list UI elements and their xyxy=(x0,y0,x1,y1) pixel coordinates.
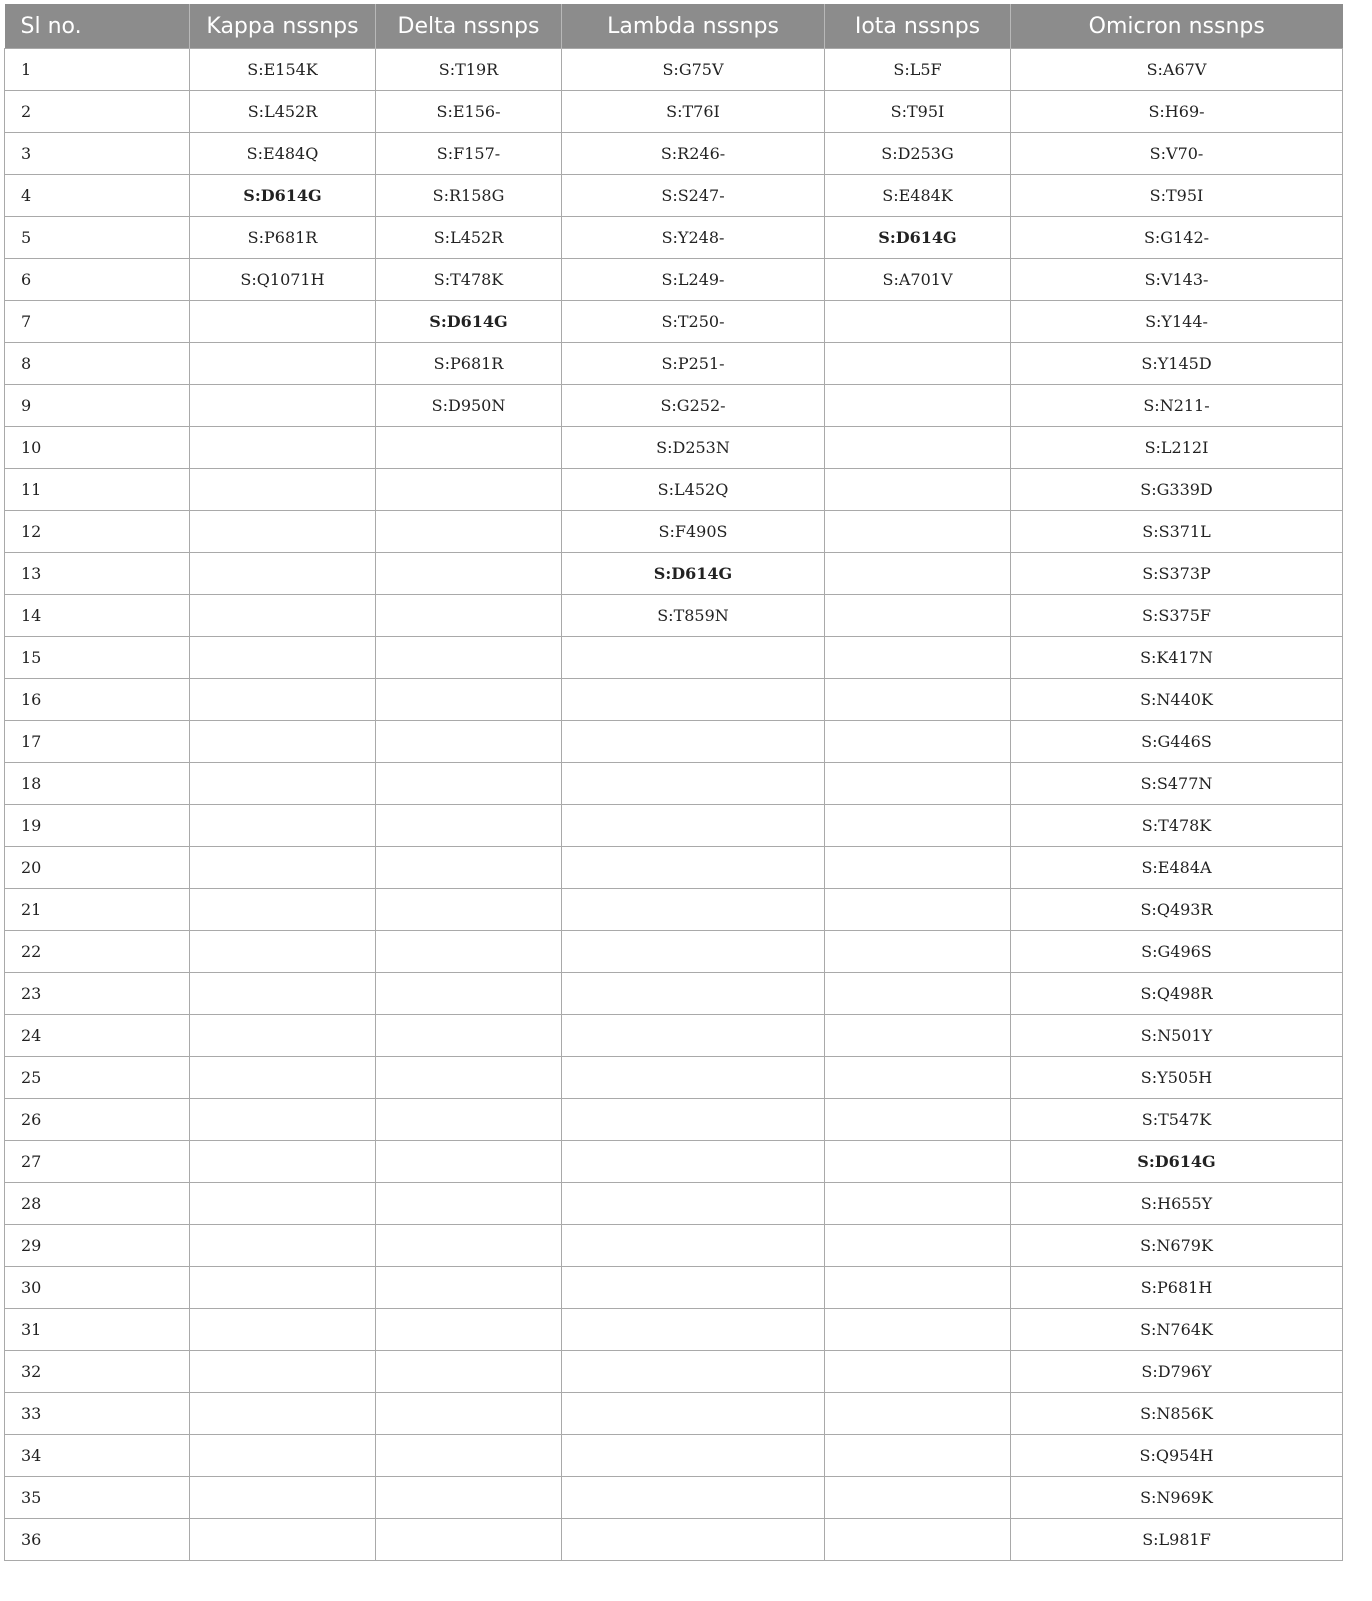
cell-omicron: S:N764K xyxy=(1011,1309,1343,1351)
cell-kappa: S:D614G xyxy=(190,175,376,217)
cell-kappa: S:P681R xyxy=(190,217,376,259)
cell-kappa xyxy=(190,1225,376,1267)
cell-omicron: S:T547K xyxy=(1011,1099,1343,1141)
cell-iota: S:A701V xyxy=(825,259,1011,301)
cell-kappa xyxy=(190,1015,376,1057)
cell-omicron: S:Y144- xyxy=(1011,301,1343,343)
cell-kappa xyxy=(190,553,376,595)
cell-iota xyxy=(825,1519,1011,1561)
cell-omicron: S:S373P xyxy=(1011,553,1343,595)
cell-lambda xyxy=(562,847,825,889)
cell-sl: 36 xyxy=(5,1519,190,1561)
cell-lambda xyxy=(562,889,825,931)
cell-kappa: S:L452R xyxy=(190,91,376,133)
table-row xyxy=(5,91,1343,133)
table-row xyxy=(5,931,1343,973)
cell-delta xyxy=(376,1015,562,1057)
cell-iota xyxy=(825,931,1011,973)
cell-iota xyxy=(825,805,1011,847)
cell-sl: 33 xyxy=(5,1393,190,1435)
cell-omicron: S:N211- xyxy=(1011,385,1343,427)
cell-iota xyxy=(825,637,1011,679)
cell-delta xyxy=(376,805,562,847)
cell-delta: S:L452R xyxy=(376,217,562,259)
cell-delta xyxy=(376,427,562,469)
cell-delta xyxy=(376,931,562,973)
cell-lambda: S:G252- xyxy=(562,385,825,427)
cell-iota xyxy=(825,427,1011,469)
cell-lambda xyxy=(562,637,825,679)
cell-kappa xyxy=(190,385,376,427)
cell-lambda xyxy=(562,763,825,805)
cell-lambda xyxy=(562,721,825,763)
cell-iota: S:E484K xyxy=(825,175,1011,217)
cell-sl: 16 xyxy=(5,679,190,721)
cell-lambda: S:S247- xyxy=(562,175,825,217)
cell-sl: 10 xyxy=(5,427,190,469)
cell-sl: 27 xyxy=(5,1141,190,1183)
cell-delta xyxy=(376,1309,562,1351)
cell-delta xyxy=(376,1225,562,1267)
cell-sl: 3 xyxy=(5,133,190,175)
cell-sl: 13 xyxy=(5,553,190,595)
cell-lambda xyxy=(562,1267,825,1309)
cell-sl: 31 xyxy=(5,1309,190,1351)
table-row xyxy=(5,973,1343,1015)
cell-sl: 26 xyxy=(5,1099,190,1141)
table-row xyxy=(5,1309,1343,1351)
cell-kappa xyxy=(190,1435,376,1477)
cell-lambda: S:Y248- xyxy=(562,217,825,259)
cell-iota xyxy=(825,301,1011,343)
table-row xyxy=(5,805,1343,847)
cell-kappa xyxy=(190,805,376,847)
cell-lambda xyxy=(562,1225,825,1267)
cell-sl: 7 xyxy=(5,301,190,343)
cell-delta xyxy=(376,847,562,889)
cell-iota xyxy=(825,1183,1011,1225)
table-row xyxy=(5,553,1343,595)
cell-omicron: S:N501Y xyxy=(1011,1015,1343,1057)
cell-sl: 25 xyxy=(5,1057,190,1099)
cell-iota xyxy=(825,1015,1011,1057)
cell-iota xyxy=(825,1351,1011,1393)
nssnp-table xyxy=(4,4,1343,1561)
cell-kappa xyxy=(190,1183,376,1225)
table-row xyxy=(5,259,1343,301)
cell-sl: 28 xyxy=(5,1183,190,1225)
cell-lambda xyxy=(562,1309,825,1351)
table-row xyxy=(5,1225,1343,1267)
table-row xyxy=(5,1393,1343,1435)
cell-lambda: S:T250- xyxy=(562,301,825,343)
cell-sl: 21 xyxy=(5,889,190,931)
cell-omicron: S:L981F xyxy=(1011,1519,1343,1561)
cell-kappa xyxy=(190,511,376,553)
cell-iota xyxy=(825,343,1011,385)
cell-delta: S:R158G xyxy=(376,175,562,217)
cell-delta xyxy=(376,763,562,805)
cell-lambda xyxy=(562,679,825,721)
cell-delta xyxy=(376,679,562,721)
cell-kappa xyxy=(190,1057,376,1099)
table-row xyxy=(5,1351,1343,1393)
table-row xyxy=(5,721,1343,763)
cell-omicron: S:N679K xyxy=(1011,1225,1343,1267)
cell-omicron: S:S375F xyxy=(1011,595,1343,637)
cell-omicron: S:T478K xyxy=(1011,805,1343,847)
cell-kappa xyxy=(190,1309,376,1351)
cell-iota xyxy=(825,1393,1011,1435)
table-body xyxy=(5,49,1343,1561)
cell-iota xyxy=(825,1141,1011,1183)
cell-sl: 24 xyxy=(5,1015,190,1057)
cell-sl: 22 xyxy=(5,931,190,973)
cell-omicron: S:G496S xyxy=(1011,931,1343,973)
cell-iota xyxy=(825,1477,1011,1519)
cell-omicron: S:N856K xyxy=(1011,1393,1343,1435)
table-row xyxy=(5,1057,1343,1099)
cell-iota xyxy=(825,763,1011,805)
header-kappa: Kappa nssnps xyxy=(190,4,376,49)
cell-iota xyxy=(825,385,1011,427)
cell-kappa xyxy=(190,427,376,469)
cell-delta xyxy=(376,1393,562,1435)
cell-delta xyxy=(376,1519,562,1561)
cell-kappa xyxy=(190,469,376,511)
cell-delta xyxy=(376,1477,562,1519)
cell-kappa: S:Q1071H xyxy=(190,259,376,301)
cell-omicron: S:E484A xyxy=(1011,847,1343,889)
cell-delta: S:T19R xyxy=(376,49,562,91)
cell-sl: 8 xyxy=(5,343,190,385)
cell-sl: 14 xyxy=(5,595,190,637)
cell-lambda: S:D253N xyxy=(562,427,825,469)
cell-omicron: S:D614G xyxy=(1011,1141,1343,1183)
cell-sl: 11 xyxy=(5,469,190,511)
header-row xyxy=(5,4,1343,49)
cell-sl: 1 xyxy=(5,49,190,91)
cell-omicron: S:G339D xyxy=(1011,469,1343,511)
table-row xyxy=(5,511,1343,553)
cell-delta xyxy=(376,1057,562,1099)
cell-lambda xyxy=(562,1141,825,1183)
cell-lambda xyxy=(562,1351,825,1393)
cell-kappa xyxy=(190,763,376,805)
cell-iota xyxy=(825,595,1011,637)
table-row xyxy=(5,637,1343,679)
cell-delta: S:E156- xyxy=(376,91,562,133)
cell-iota xyxy=(825,553,1011,595)
cell-lambda xyxy=(562,1393,825,1435)
cell-omicron: S:Q493R xyxy=(1011,889,1343,931)
table-row xyxy=(5,427,1343,469)
cell-kappa xyxy=(190,1099,376,1141)
cell-iota xyxy=(825,1225,1011,1267)
cell-sl: 30 xyxy=(5,1267,190,1309)
table-header xyxy=(5,4,1343,49)
cell-kappa xyxy=(190,931,376,973)
cell-delta: S:F157- xyxy=(376,133,562,175)
cell-kappa xyxy=(190,301,376,343)
cell-iota xyxy=(825,889,1011,931)
table-row xyxy=(5,1099,1343,1141)
cell-lambda xyxy=(562,805,825,847)
cell-delta: S:D614G xyxy=(376,301,562,343)
cell-delta xyxy=(376,889,562,931)
cell-lambda xyxy=(562,931,825,973)
cell-iota xyxy=(825,511,1011,553)
cell-lambda: S:L249- xyxy=(562,259,825,301)
cell-delta xyxy=(376,637,562,679)
cell-sl: 9 xyxy=(5,385,190,427)
cell-iota xyxy=(825,679,1011,721)
cell-delta xyxy=(376,553,562,595)
cell-omicron: S:H69- xyxy=(1011,91,1343,133)
table-row xyxy=(5,1477,1343,1519)
table-row xyxy=(5,889,1343,931)
cell-omicron: S:H655Y xyxy=(1011,1183,1343,1225)
cell-kappa xyxy=(190,679,376,721)
cell-sl: 12 xyxy=(5,511,190,553)
cell-lambda: S:G75V xyxy=(562,49,825,91)
table-row xyxy=(5,595,1343,637)
cell-kappa xyxy=(190,637,376,679)
cell-delta xyxy=(376,511,562,553)
header-delta: Delta nssnps xyxy=(376,4,562,49)
table-row xyxy=(5,343,1343,385)
table-row xyxy=(5,1015,1343,1057)
cell-delta: S:D950N xyxy=(376,385,562,427)
cell-kappa xyxy=(190,1519,376,1561)
cell-lambda xyxy=(562,1435,825,1477)
cell-sl: 4 xyxy=(5,175,190,217)
cell-lambda: S:P251- xyxy=(562,343,825,385)
cell-iota xyxy=(825,847,1011,889)
cell-delta xyxy=(376,469,562,511)
cell-sl: 23 xyxy=(5,973,190,1015)
cell-iota xyxy=(825,721,1011,763)
cell-lambda: S:D614G xyxy=(562,553,825,595)
cell-omicron: S:K417N xyxy=(1011,637,1343,679)
cell-omicron: S:T95I xyxy=(1011,175,1343,217)
header-omicron: Omicron nssnps xyxy=(1011,4,1343,49)
cell-omicron: S:P681H xyxy=(1011,1267,1343,1309)
cell-omicron: S:L212I xyxy=(1011,427,1343,469)
table-row xyxy=(5,763,1343,805)
cell-sl: 17 xyxy=(5,721,190,763)
cell-lambda xyxy=(562,1183,825,1225)
cell-kappa: S:E484Q xyxy=(190,133,376,175)
cell-iota xyxy=(825,1267,1011,1309)
cell-lambda xyxy=(562,1519,825,1561)
cell-kappa xyxy=(190,1141,376,1183)
table-row xyxy=(5,847,1343,889)
cell-omicron: S:A67V xyxy=(1011,49,1343,91)
cell-sl: 29 xyxy=(5,1225,190,1267)
cell-lambda xyxy=(562,1015,825,1057)
table-row xyxy=(5,217,1343,259)
cell-kappa xyxy=(190,1267,376,1309)
table-row xyxy=(5,1141,1343,1183)
cell-delta xyxy=(376,1351,562,1393)
cell-iota xyxy=(825,1099,1011,1141)
cell-sl: 15 xyxy=(5,637,190,679)
table-row xyxy=(5,175,1343,217)
cell-iota: S:D253G xyxy=(825,133,1011,175)
cell-delta xyxy=(376,1141,562,1183)
cell-omicron: S:G142- xyxy=(1011,217,1343,259)
cell-omicron: S:G446S xyxy=(1011,721,1343,763)
cell-kappa xyxy=(190,343,376,385)
cell-delta xyxy=(376,595,562,637)
cell-lambda xyxy=(562,1057,825,1099)
cell-kappa xyxy=(190,973,376,1015)
cell-omicron: S:Q498R xyxy=(1011,973,1343,1015)
cell-omicron: S:Y505H xyxy=(1011,1057,1343,1099)
cell-kappa xyxy=(190,1477,376,1519)
table-row xyxy=(5,469,1343,511)
cell-sl: 2 xyxy=(5,91,190,133)
table-row xyxy=(5,679,1343,721)
cell-delta xyxy=(376,1435,562,1477)
cell-omicron: S:S371L xyxy=(1011,511,1343,553)
cell-delta xyxy=(376,973,562,1015)
table-row xyxy=(5,301,1343,343)
cell-iota xyxy=(825,1057,1011,1099)
cell-lambda: S:L452Q xyxy=(562,469,825,511)
cell-delta xyxy=(376,1183,562,1225)
cell-sl: 32 xyxy=(5,1351,190,1393)
cell-lambda xyxy=(562,1477,825,1519)
header-sl-no: Sl no. xyxy=(5,4,190,49)
cell-delta: S:P681R xyxy=(376,343,562,385)
cell-delta xyxy=(376,721,562,763)
cell-iota xyxy=(825,973,1011,1015)
cell-lambda xyxy=(562,973,825,1015)
cell-omicron: S:S477N xyxy=(1011,763,1343,805)
cell-lambda: S:T76I xyxy=(562,91,825,133)
cell-kappa xyxy=(190,595,376,637)
cell-lambda: S:F490S xyxy=(562,511,825,553)
cell-iota: S:L5F xyxy=(825,49,1011,91)
cell-kappa xyxy=(190,1393,376,1435)
cell-iota: S:D614G xyxy=(825,217,1011,259)
cell-kappa xyxy=(190,721,376,763)
cell-lambda xyxy=(562,1099,825,1141)
cell-sl: 35 xyxy=(5,1477,190,1519)
table-row xyxy=(5,49,1343,91)
cell-sl: 6 xyxy=(5,259,190,301)
cell-iota xyxy=(825,1435,1011,1477)
cell-omicron: S:D796Y xyxy=(1011,1351,1343,1393)
cell-omicron: S:V143- xyxy=(1011,259,1343,301)
cell-lambda: S:T859N xyxy=(562,595,825,637)
header-lambda: Lambda nssnps xyxy=(562,4,825,49)
table-row xyxy=(5,133,1343,175)
table-row xyxy=(5,1183,1343,1225)
cell-omicron: S:Y145D xyxy=(1011,343,1343,385)
cell-sl: 5 xyxy=(5,217,190,259)
cell-omicron: S:V70- xyxy=(1011,133,1343,175)
cell-iota xyxy=(825,1309,1011,1351)
cell-omicron: S:N440K xyxy=(1011,679,1343,721)
cell-sl: 19 xyxy=(5,805,190,847)
cell-kappa xyxy=(190,847,376,889)
cell-sl: 18 xyxy=(5,763,190,805)
table-row xyxy=(5,1267,1343,1309)
nssnp-table-container xyxy=(4,4,1342,1561)
cell-iota: S:T95I xyxy=(825,91,1011,133)
table-row xyxy=(5,385,1343,427)
cell-lambda: S:R246- xyxy=(562,133,825,175)
table-row xyxy=(5,1435,1343,1477)
header-iota: Iota nssnps xyxy=(825,4,1011,49)
table-row xyxy=(5,1519,1343,1561)
cell-delta: S:T478K xyxy=(376,259,562,301)
cell-omicron: S:Q954H xyxy=(1011,1435,1343,1477)
cell-delta xyxy=(376,1267,562,1309)
cell-sl: 20 xyxy=(5,847,190,889)
cell-delta xyxy=(376,1099,562,1141)
cell-kappa xyxy=(190,889,376,931)
cell-omicron: S:N969K xyxy=(1011,1477,1343,1519)
cell-sl: 34 xyxy=(5,1435,190,1477)
cell-kappa xyxy=(190,1351,376,1393)
cell-kappa: S:E154K xyxy=(190,49,376,91)
cell-iota xyxy=(825,469,1011,511)
